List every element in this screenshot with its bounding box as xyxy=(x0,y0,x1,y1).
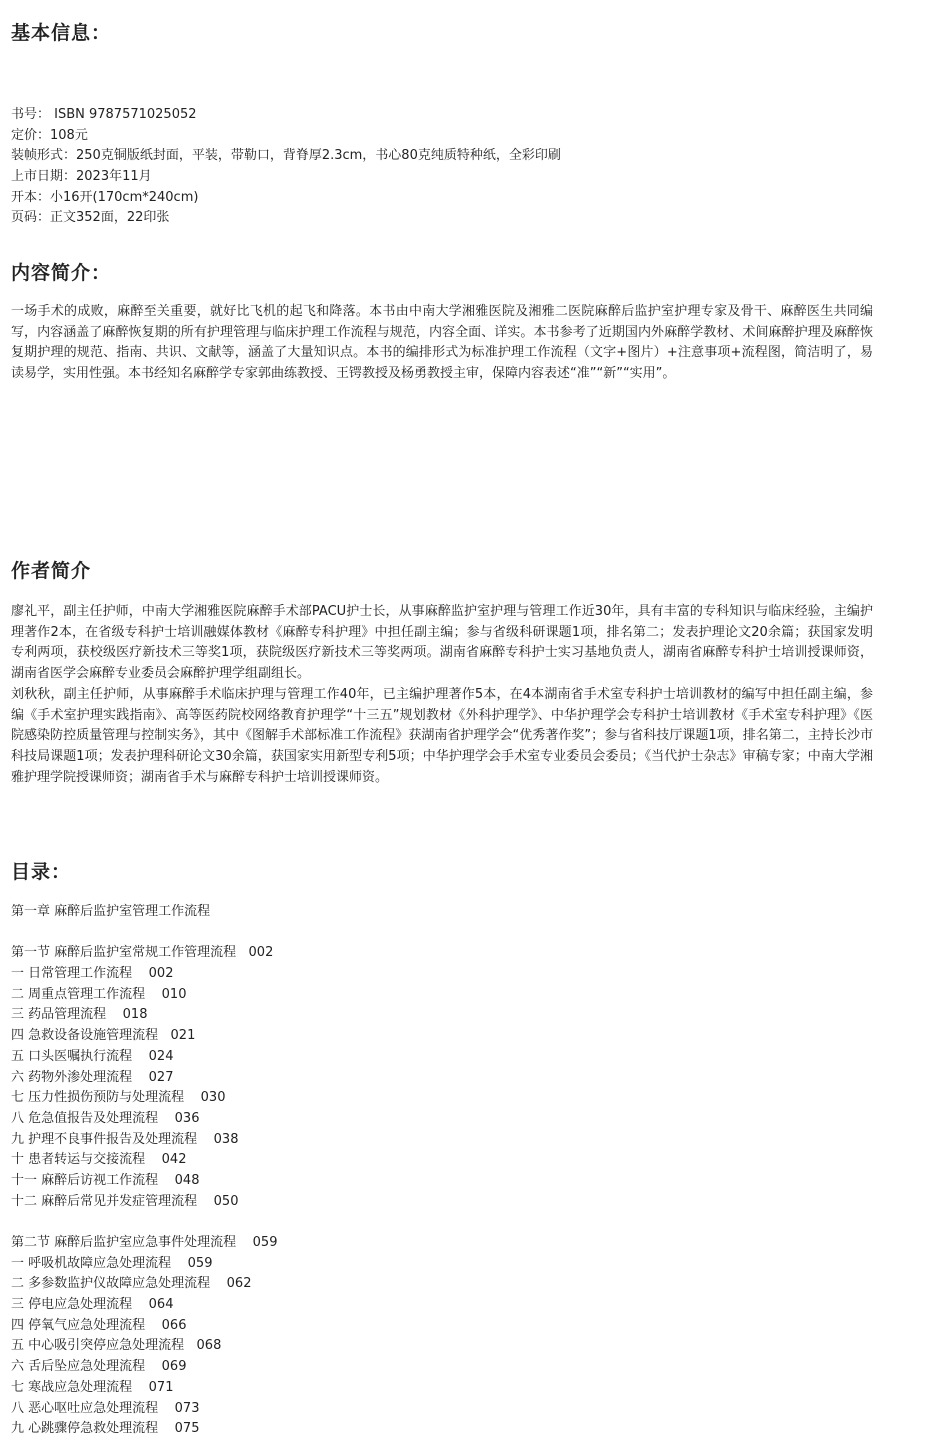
toc-item: 七 寒战应急处理流程 071 xyxy=(11,1379,174,1395)
toc-item: 五 中心吸引突停应急处理流程 068 xyxy=(11,1338,222,1354)
toc-item: 四 停氧气应急处理流程 066 xyxy=(11,1317,187,1333)
authors-block xyxy=(11,602,873,788)
summary-block xyxy=(11,302,873,385)
summary-text: 一场手术的成败，麻醉至关重要，就好比飞机的起飞和降落。本书由中南大学湘雅医院及湘雅二医院麻醉后监护室护理专家及骨干、麻醉医生共同编写，内容涵盖了麻醉恢复期的所有护理管理与临床护理工作流程与规范，内容全面、详实。本书参考了近期国内外麻醉学教材、术间麻醉护理及麻醉恢复期护理的规范、指南、共识、文献等，涵盖了大量知识点。本书的编排形式为标准护理工作流程（文字+图片）+注意事项+流程图，简洁明了，易读易学，实用性强。本书经知名麻醉学专家郭曲练教授、王锷教授及杨勇教授主审，保障内容表述“准”“新”“实用”。 xyxy=(11,304,873,382)
toc-item: 十二 麻醉后常见并发症管理流程 050 xyxy=(11,1193,239,1209)
author-bio-liu: 刘秋秋，副主任护师，从事麻醉手术临床护理与管理工作40年，已主编护理著作5本，在4本湖南省手术室专科护士培训教材的编写中担任副主编，参编《手术室护理实践指南》、高等医药院校网络教育护理学“十三五”规划教材《外科护理学》、中华护理学会专科护士培训教材《手术室专科护理》《医院感染防控质量管理与控制实务》，其中《图解手术部标准工作流程》获湖南省护理学会“优秀著作奖”；参与省科技厅课题1项，排名第二，主持长沙市科技局课题1项；发表护理科研论文30余篇，获国家实用新型专利5项；中华护理学会手术室专业委员会委员；《当代护士杂志》审稿专家；中南大学湘雅护理学院授课师资；湖南省手术与麻醉专科护士培训授课师资。 xyxy=(11,686,873,785)
toc-item: 一 呼吸机故障应急处理流程 059 xyxy=(11,1255,213,1271)
toc-item: 二 多参数监护仪故障应急处理流程 062 xyxy=(11,1276,252,1292)
toc-item: 二 周重点管理工作流程 010 xyxy=(11,986,187,1002)
toc-item: 四 急救设备设施管理流程 021 xyxy=(11,1028,196,1044)
toc-item: 六 药物外渗处理流程 027 xyxy=(11,1069,174,1085)
toc-block xyxy=(11,902,873,1440)
toc-item: 三 药品管理流程 018 xyxy=(11,1007,148,1023)
toc-item: 六 舌后坠应急处理流程 069 xyxy=(11,1359,187,1375)
info-line-isbn: 书号： ISBN 9787571025052 xyxy=(11,107,197,122)
info-line-price: 定价：108元 xyxy=(11,127,88,143)
toc-item: 九 护理不良事件报告及处理流程 038 xyxy=(11,1131,239,1147)
toc-item: 三 停电应急处理流程 064 xyxy=(11,1297,174,1313)
toc-chapter-1: 第一章 麻醉后监护室管理工作流程 xyxy=(11,904,211,919)
toc-section-title: 第二节 麻醉后监护室应急事件处理流程 059 xyxy=(11,1235,278,1250)
summary-heading: 内容简介： xyxy=(11,262,112,284)
toc-item: 九 心跳骤停急救处理流程 075 xyxy=(11,1421,200,1437)
info-line-format: 开本：小16开(170cm*240cm) xyxy=(11,189,199,205)
author-bio-liao: 廖礼平，副主任护师，中南大学湘雅医院麻醉手术部PACU护士长，从事麻醉监护室护理与管理工作近30年，具有丰富的专科知识与临床经验，主编护理著作2本，在省级专科护士培训融媒体教材《麻醉专科护理》中担任副主编；参与省级科研课题1项，排名第二；发表护理论文20余篇；获国家发明专利两项，获校级医疗新技术三等奖1项，获院级医疗新技术三等奖两项。湖南省麻醉专科护士实习基地负责人，湖南省麻醉专科护士培训授课师资，湖南省医学会麻醉专业委员会麻醉护理学组副组长。 xyxy=(11,604,873,682)
info-line-pages: 页码：正文352面，22印张 xyxy=(11,210,170,226)
toc-heading: 目录： xyxy=(11,861,72,883)
toc-item: 八 危急值报告及处理流程 036 xyxy=(11,1110,200,1126)
toc-section-title: 第一节 麻醉后监护室常规工作管理流程 002 xyxy=(11,945,274,961)
toc-item: 五 口头医嘱执行流程 024 xyxy=(11,1048,174,1064)
basic-info-list xyxy=(11,105,873,229)
toc-item: 一 日常管理工作流程 002 xyxy=(11,966,174,982)
info-line-binding: 装帧形式：250克铜版纸封面，平装，带勒口，背脊厚2.3cm，书心80克纯质特种纸，全彩印刷 xyxy=(11,148,561,164)
toc-item: 十一 麻醉后访视工作流程 048 xyxy=(11,1172,200,1188)
basic-info-heading: 基本信息： xyxy=(11,22,112,44)
toc-item: 十 患者转运与交接流程 042 xyxy=(11,1152,187,1168)
toc-item: 七 压力性损伤预防与处理流程 030 xyxy=(11,1090,226,1106)
info-line-date: 上市日期：2023年11月 xyxy=(11,169,152,185)
authors-heading: 作者简介 xyxy=(11,560,92,582)
toc-item: 八 恶心呕吐应急处理流程 073 xyxy=(11,1400,200,1416)
